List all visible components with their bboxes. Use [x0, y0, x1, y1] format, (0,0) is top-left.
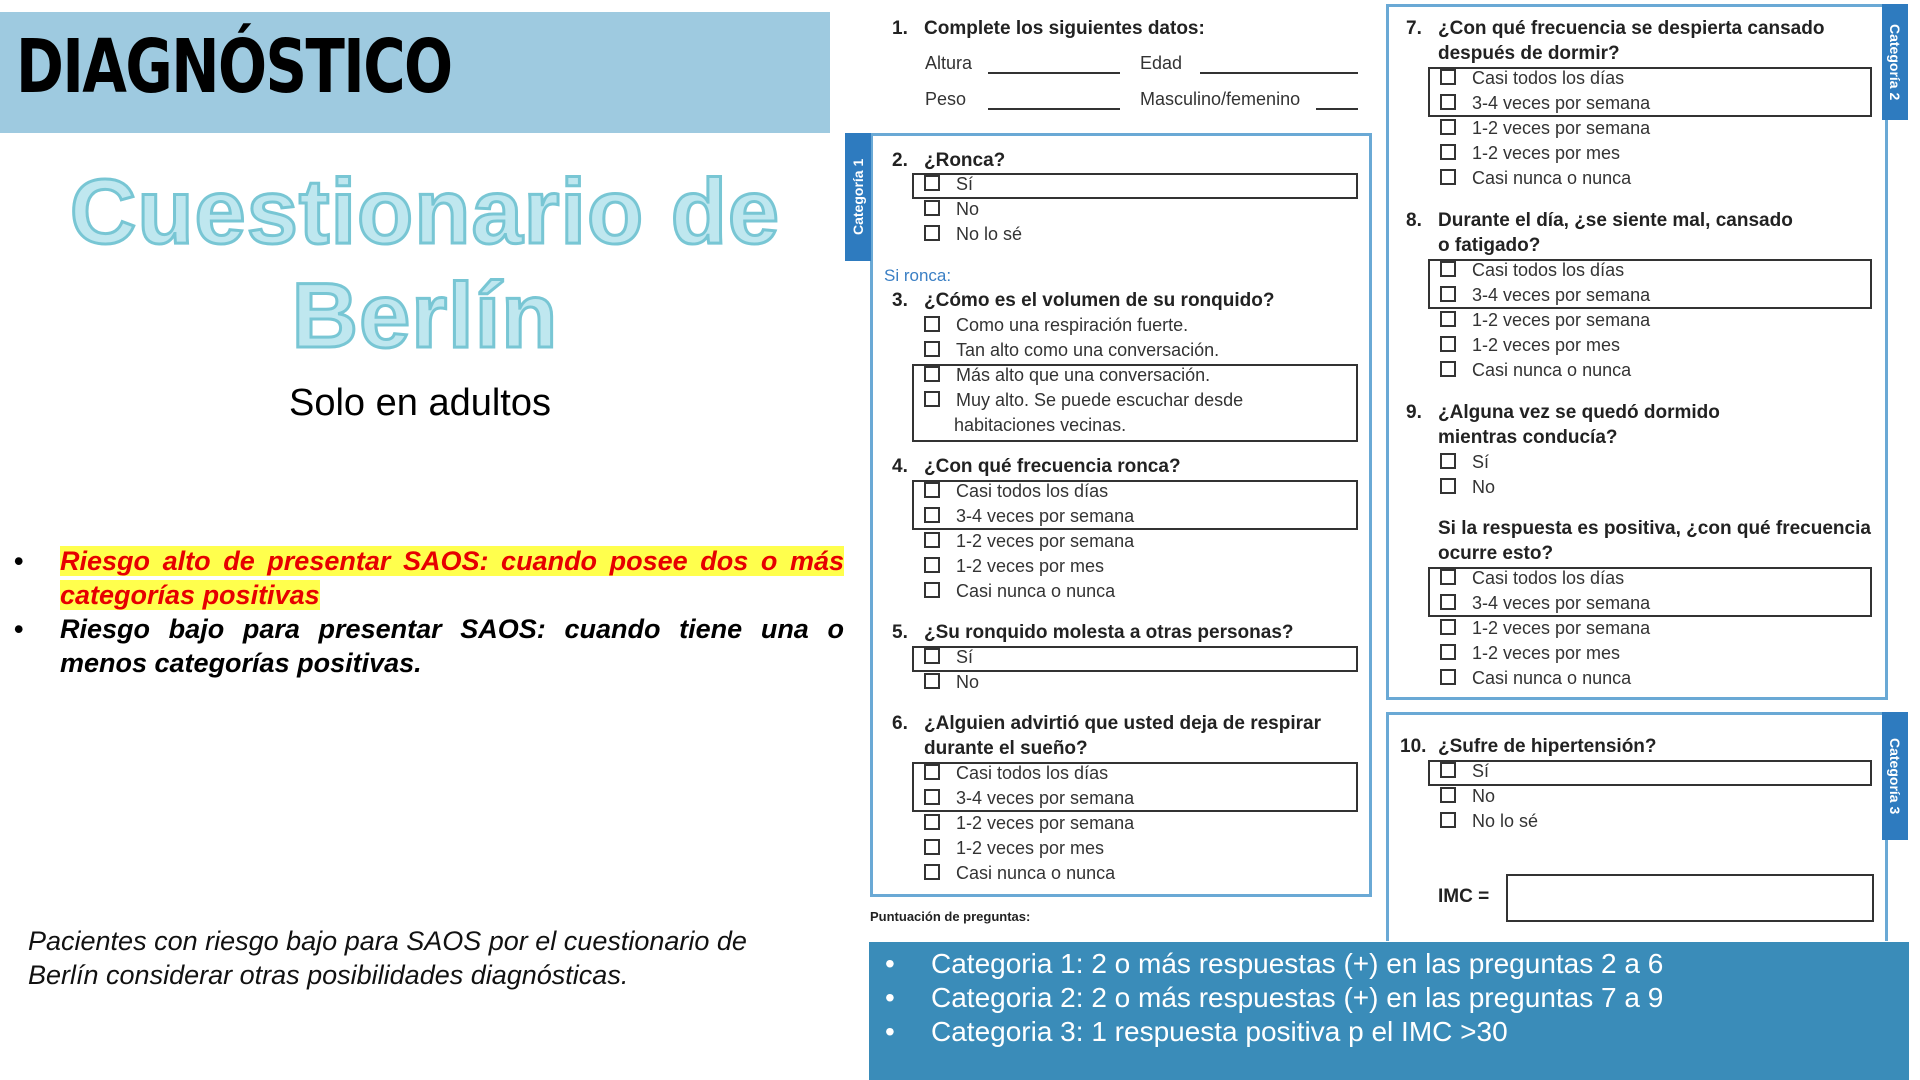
category-rule-text: Categoria 1: 2 o más respuestas (+) en las preguntas 2 a 6 [931, 948, 1664, 979]
question-text: Si la respuesta es positiva, ¿con qué frecuencia [1438, 518, 1871, 539]
questionnaire-title-line1: Cuestionario de [69, 161, 781, 263]
option-checkbox[interactable] [1440, 116, 1650, 141]
checkbox-icon[interactable] [924, 316, 940, 332]
question-text: mientras conducía? [1438, 427, 1618, 448]
question-text: ¿Con qué frecuencia se despierta cansado [1438, 18, 1825, 39]
option-label: Casi todos los días [1472, 68, 1625, 88]
checkbox-icon[interactable] [1440, 311, 1456, 327]
question-number: 9. [1406, 402, 1422, 423]
checkbox-icon[interactable] [924, 532, 940, 548]
option-checkbox[interactable] [1440, 66, 1624, 91]
checkbox-icon[interactable] [1440, 812, 1456, 828]
option-label: Más alto que una conversación. [956, 365, 1211, 385]
imc-label-text: IMC = [1438, 886, 1490, 907]
question-number: 5. [892, 622, 908, 643]
question-text: ¿Su ronquido molesta a otras personas? [924, 622, 1294, 643]
option-checkbox[interactable] [1440, 591, 1650, 616]
option-label: Casi todos los días [956, 763, 1109, 783]
checkbox-icon[interactable] [924, 673, 940, 689]
question-number: 3. [892, 290, 908, 311]
question-number: 4. [892, 456, 908, 477]
option-label: No lo sé [956, 224, 1023, 244]
field-line-edad [1200, 72, 1358, 74]
question-text: Durante el día, ¿se siente mal, cansado [1438, 210, 1793, 231]
option-checkbox[interactable] [924, 811, 1134, 836]
checkbox-icon[interactable] [924, 341, 940, 357]
positive-answer-box [912, 646, 1358, 672]
imc-label [1438, 884, 1489, 909]
option-checkbox[interactable] [924, 222, 1022, 247]
category-rule-2 [885, 982, 1663, 1014]
option-label: No [1472, 477, 1496, 497]
option-label: Muy alto. Se puede escuchar desde [956, 390, 1244, 410]
field-label-peso: Peso [925, 89, 967, 109]
option-checkbox[interactable] [1440, 641, 1620, 666]
option-checkbox[interactable] [924, 313, 1188, 338]
category-rule-text: Categoria 2: 2 o más respuestas (+) en las preguntas 7 a 9 [931, 982, 1664, 1013]
checkbox-icon[interactable] [1440, 336, 1456, 352]
question-8-continued [1438, 233, 1540, 258]
option-checkbox[interactable] [924, 363, 1210, 388]
option-label: 1-2 veces por semana [1472, 618, 1651, 638]
field-line-peso [988, 108, 1120, 110]
checkbox-icon[interactable] [924, 582, 940, 598]
field-label-altura: Altura [925, 53, 973, 73]
question-number: 1. [892, 18, 908, 39]
option-checkbox[interactable] [924, 645, 973, 670]
checkbox-icon[interactable] [924, 557, 940, 573]
option-checkbox[interactable] [1440, 809, 1538, 834]
checkbox-icon[interactable] [924, 789, 940, 805]
option-checkbox[interactable] [1440, 358, 1631, 383]
option-label: No [1472, 786, 1496, 806]
checkbox-icon[interactable] [1440, 361, 1456, 377]
option-label: 1-2 veces por semana [956, 531, 1135, 551]
option-checkbox[interactable] [1440, 258, 1624, 283]
question-text: o fatigado? [1438, 235, 1541, 256]
question-text: ocurre esto? [1438, 543, 1554, 564]
option-checkbox[interactable] [924, 786, 1134, 811]
bullet-dot-icon: • [14, 546, 24, 576]
footnote: Pacientes con riesgo bajo para SAOS por el cuestionario de Berlín considerar otras posibilidades diagnósticas. [28, 926, 747, 990]
option-label: 1-2 veces por mes [956, 556, 1105, 576]
checkbox-icon[interactable] [1440, 569, 1456, 585]
checkbox-icon[interactable] [1440, 94, 1456, 110]
option-label: Casi todos los días [1472, 260, 1625, 280]
option-label: No [956, 672, 980, 692]
field-label-edad: Edad [1140, 53, 1183, 73]
category-3-tab: Categoría 3 [1882, 712, 1908, 840]
checkbox-icon[interactable] [1440, 762, 1456, 778]
question-9-continued [1438, 425, 1618, 450]
checkbox-icon[interactable] [1440, 644, 1456, 660]
risk-bullets [14, 544, 844, 680]
category-rule-1 [885, 948, 1663, 980]
checkbox-icon[interactable] [924, 764, 940, 780]
option-checkbox[interactable] [924, 836, 1104, 861]
question-text: después de dormir? [1438, 43, 1620, 64]
questionnaire-title [50, 160, 800, 368]
questionnaire-title-line2: Berlín [291, 265, 559, 367]
question-number: 8. [1406, 210, 1422, 231]
low-risk-text: Riesgo bajo para presentar SAOS: cuando tiene una o menos categorías positivas. [60, 614, 844, 678]
option-checkbox[interactable] [1440, 450, 1489, 475]
option-checkbox[interactable] [1440, 283, 1650, 308]
option-label: 1-2 veces por mes [1472, 143, 1621, 163]
question-text: Complete los siguientes datos: [924, 18, 1205, 39]
question-number: 10. [1400, 736, 1427, 757]
category-2-tab: Categoría 2 [1882, 4, 1908, 120]
option-checkbox[interactable] [1440, 141, 1620, 166]
bullet-dot-icon: • [885, 982, 895, 1013]
checkbox-icon[interactable] [924, 648, 940, 664]
option-label: 1-2 veces por mes [1472, 643, 1621, 663]
category-rule-text: Categoria 3: 1 respuesta positiva p el IMC >30 [931, 1016, 1508, 1047]
high-risk-text: Riesgo alto de presentar SAOS: cuando posee dos o más categorías positivas [60, 546, 844, 610]
positive-answer-box [912, 173, 1358, 199]
option-checkbox[interactable] [924, 504, 1134, 529]
option-label: 3-4 veces por semana [956, 788, 1135, 808]
question-text: ¿Cómo es el volumen de su ronquido? [924, 290, 1275, 311]
option-checkbox[interactable] [1440, 566, 1624, 591]
checkbox-icon[interactable] [1440, 69, 1456, 85]
checkbox-icon[interactable] [924, 200, 940, 216]
option-label: 1-2 veces por semana [956, 813, 1135, 833]
option-label: 3-4 veces por semana [1472, 593, 1651, 613]
option-checkbox[interactable] [1440, 784, 1495, 809]
option-checkbox[interactable] [924, 388, 1243, 413]
question-7-continued [1438, 41, 1620, 66]
option-label: Sí [1472, 452, 1490, 472]
option-checkbox[interactable] [1440, 475, 1495, 500]
question-number: 7. [1406, 18, 1422, 39]
option-checkbox[interactable] [924, 529, 1134, 554]
option-label: Casi nunca o nunca [1472, 360, 1632, 380]
checkbox-icon[interactable] [1440, 619, 1456, 635]
checkbox-icon[interactable] [1440, 286, 1456, 302]
checkbox-icon[interactable] [924, 864, 940, 880]
bullet-dot-icon: • [885, 1016, 895, 1047]
checkbox-icon[interactable] [924, 814, 940, 830]
questionnaire-form [848, 0, 1920, 942]
question-number: 2. [892, 150, 908, 171]
checkbox-icon[interactable] [924, 391, 940, 407]
question-9b-continued [1438, 541, 1553, 566]
checkbox-icon[interactable] [924, 482, 940, 498]
field-label-sexo: Masculino/femenino [1140, 89, 1301, 109]
option-label: 1-2 veces por semana [1472, 118, 1651, 138]
option-checkbox[interactable] [924, 861, 1115, 886]
option-label: Tan alto como una conversación. [956, 340, 1220, 360]
option-label: Casi todos los días [956, 481, 1109, 501]
option-checkbox[interactable] [1440, 333, 1620, 358]
question-text: ¿Con qué frecuencia ronca? [924, 456, 1181, 477]
question-text: ¿Alguien advirtió que usted deja de respirar [924, 713, 1321, 734]
option-label-continued: habitaciones vecinas. [954, 415, 1127, 435]
option-checkbox[interactable] [1440, 91, 1650, 116]
option-label: 3-4 veces por semana [1472, 285, 1651, 305]
option-label: Casi nunca o nunca [956, 863, 1116, 883]
question-6-continued [924, 736, 1088, 761]
checkbox-icon[interactable] [1440, 669, 1456, 685]
option-checkbox[interactable] [924, 197, 979, 222]
option-label: Casi nunca o nunca [1472, 668, 1632, 688]
checkbox-icon[interactable] [1440, 144, 1456, 160]
question-text: ¿Alguna vez se quedó dormido [1438, 402, 1720, 423]
checkbox-icon[interactable] [924, 507, 940, 523]
bullet-high-risk [14, 544, 844, 612]
option-checkbox[interactable] [924, 172, 973, 197]
option-label: Casi todos los días [1472, 568, 1625, 588]
option-checkbox[interactable] [1440, 616, 1650, 641]
checkbox-icon[interactable] [1440, 119, 1456, 135]
checkbox-icon[interactable] [1440, 453, 1456, 469]
bullet-dot-icon: • [14, 614, 24, 644]
checkbox-icon[interactable] [924, 839, 940, 855]
positive-answer-box [1428, 760, 1872, 786]
option-checkbox[interactable] [924, 479, 1108, 504]
checkbox-icon[interactable] [1440, 261, 1456, 277]
category-summary-panel [869, 942, 1909, 1080]
question-text: ¿Sufre de hipertensión? [1438, 736, 1657, 757]
si-ronca-label: Si ronca: [884, 266, 952, 285]
option-label: 3-4 veces por semana [1472, 93, 1651, 113]
option-label: Casi nunca o nunca [956, 581, 1116, 601]
option-label: 1-2 veces por mes [1472, 335, 1621, 355]
option-label: 1-2 veces por mes [956, 838, 1105, 858]
option-label: Sí [1472, 761, 1490, 781]
option-label: Como una respiración fuerte. [956, 315, 1189, 335]
option-checkbox[interactable] [924, 670, 979, 695]
checkbox-icon[interactable] [924, 175, 940, 191]
bullet-low-risk [14, 612, 844, 680]
scoring-label: Puntuación de preguntas: [870, 909, 1031, 924]
subtitle: Solo en adultos [289, 382, 551, 424]
page-title: DIAGNÓSTICO [16, 24, 452, 110]
option-checkbox[interactable] [924, 761, 1108, 786]
imc-input[interactable] [1506, 874, 1874, 922]
checkbox-icon[interactable] [1440, 594, 1456, 610]
field-line-sexo [1316, 108, 1358, 110]
option-label: Casi nunca o nunca [1472, 168, 1632, 188]
checkbox-icon[interactable] [1440, 787, 1456, 803]
checkbox-icon[interactable] [924, 366, 940, 382]
option-checkbox[interactable] [1440, 759, 1489, 784]
option-checkbox[interactable] [1440, 166, 1631, 191]
checkbox-icon[interactable] [924, 225, 940, 241]
option-label: Sí [956, 174, 974, 194]
option-checkbox[interactable] [924, 579, 1115, 604]
category-1-tab: Categoría 1 [845, 133, 871, 261]
option-checkbox[interactable] [924, 338, 1219, 363]
question-number: 6. [892, 713, 908, 734]
option-label: Sí [956, 647, 974, 667]
checkbox-icon[interactable] [1440, 169, 1456, 185]
category-rule-3 [885, 1016, 1508, 1048]
bullet-dot-icon: • [885, 948, 895, 979]
question-text: ¿Ronca? [924, 150, 1006, 171]
option-checkbox[interactable] [1440, 308, 1650, 333]
checkbox-icon[interactable] [1440, 478, 1456, 494]
question-text: durante el sueño? [924, 738, 1088, 759]
option-label: No lo sé [1472, 811, 1539, 831]
option-checkbox[interactable] [924, 554, 1104, 579]
field-line-altura [988, 72, 1120, 74]
question-9b [1438, 516, 1871, 541]
option-label: No [956, 199, 980, 219]
option-label: 1-2 veces por semana [1472, 310, 1651, 330]
option-checkbox[interactable] [1440, 666, 1631, 691]
option-label: 3-4 veces por semana [956, 506, 1135, 526]
